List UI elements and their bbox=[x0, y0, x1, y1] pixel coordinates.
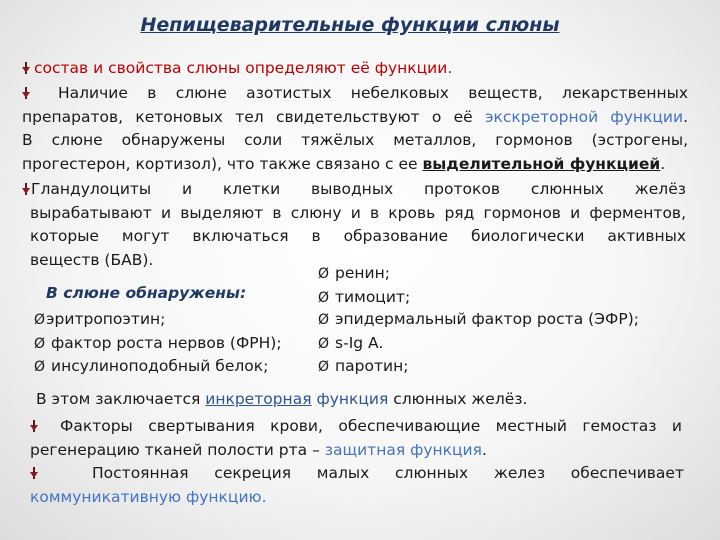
communicative-line-1: Постоянная секреция малых слюнных желез обеспечивает bbox=[92, 464, 684, 482]
right-list-item bbox=[318, 310, 639, 328]
paragraph-composition bbox=[22, 57, 452, 81]
glandulocytes-line-3: которые могут включаться в образование биологически активных bbox=[30, 227, 686, 246]
incretory-text: В этом заключается bbox=[36, 390, 206, 408]
bullet-icon bbox=[22, 183, 30, 195]
paragraph-communicative bbox=[30, 462, 684, 509]
paragraph-glandulocytes bbox=[30, 178, 686, 272]
glandulocytes-line-4: веществ (БАВ). bbox=[30, 250, 154, 269]
arrow-icon: Ø bbox=[34, 359, 46, 375]
bullet-icon bbox=[30, 420, 38, 432]
excretory-function-label: экскреторной функции bbox=[484, 107, 684, 126]
paragraph-incretory bbox=[36, 388, 527, 412]
bullet-icon bbox=[22, 62, 30, 74]
left-list-item bbox=[34, 357, 268, 375]
protective-line-2: регенерацию тканей полости рта – bbox=[30, 440, 325, 459]
arrow-icon: Ø bbox=[318, 359, 330, 375]
arrow-icon: Ø bbox=[34, 336, 46, 352]
left-list-item bbox=[34, 310, 165, 328]
excretory-line-3: В слюне обнаружены соли тяжёлых металлов, гормонов (эстрогены, bbox=[22, 131, 688, 150]
right-list-item bbox=[318, 288, 410, 306]
glandulocytes-line-1: Гландулоциты и клетки выводных протоков слюнных желёз bbox=[31, 180, 686, 198]
list-item-text: s-Ig A. bbox=[335, 334, 384, 352]
arrow-icon: Ø bbox=[34, 312, 46, 328]
arrow-icon: Ø bbox=[318, 336, 330, 352]
arrow-icon: Ø bbox=[318, 266, 330, 282]
incretory-label: инкреторная bbox=[205, 390, 312, 408]
protective-function-label: защитная функция bbox=[324, 440, 482, 459]
list-item-text: инсулиноподобный белок; bbox=[51, 357, 269, 375]
arrow-icon: Ø bbox=[318, 312, 330, 328]
function-word: функция bbox=[311, 390, 389, 408]
composition-text: состав и свойства слюны определяют её функции. bbox=[34, 59, 453, 77]
bullet-icon bbox=[22, 87, 30, 99]
right-list-item bbox=[318, 264, 390, 282]
paragraph-protective bbox=[30, 415, 682, 462]
list-item-text: эпидермальный фактор роста (ЭФР); bbox=[335, 310, 639, 328]
list-item-text: фактор роста нервов (ФРН); bbox=[51, 334, 282, 352]
secretory-function-label: выделительной функцией bbox=[422, 154, 661, 173]
bullet-icon bbox=[30, 467, 38, 479]
punctuation: . bbox=[660, 154, 666, 173]
communicative-function-label: коммуникативную функцию. bbox=[30, 487, 267, 506]
right-list-item bbox=[318, 357, 408, 375]
list-item-text: тимоцит; bbox=[335, 288, 411, 306]
protective-line-1: Факторы свертывания крови, обеспечивающие местный гемостаз и bbox=[60, 417, 682, 435]
punctuation: . bbox=[481, 440, 487, 459]
excretory-line-2: препаратов, кетоновых тел свидетельствуют о её bbox=[22, 107, 485, 126]
incretory-text-end: слюнных желёз. bbox=[388, 390, 528, 408]
slide-title: Непищеварительные функции слюны bbox=[140, 14, 560, 36]
list-item-text: эритропоэтин; bbox=[46, 310, 166, 328]
paragraph-excretory bbox=[22, 82, 688, 176]
punctuation: . bbox=[683, 107, 688, 126]
right-list-item bbox=[318, 334, 383, 352]
excretory-line-4: прогестерон, кортизол), что также связано с ее bbox=[22, 154, 423, 173]
found-heading: В слюне обнаружены: bbox=[46, 284, 247, 302]
list-item-text: паротин; bbox=[335, 357, 409, 375]
arrow-icon: Ø bbox=[318, 290, 330, 306]
excretory-line-1: Наличие в слюне азотистых небелковых веществ, лекарственных bbox=[58, 84, 688, 102]
left-list-item bbox=[34, 334, 282, 352]
glandulocytes-line-2: вырабатывают и выделяют в слюну и в кровь ряд гормонов и ферментов, bbox=[30, 203, 686, 222]
list-item-text: ренин; bbox=[335, 264, 390, 282]
